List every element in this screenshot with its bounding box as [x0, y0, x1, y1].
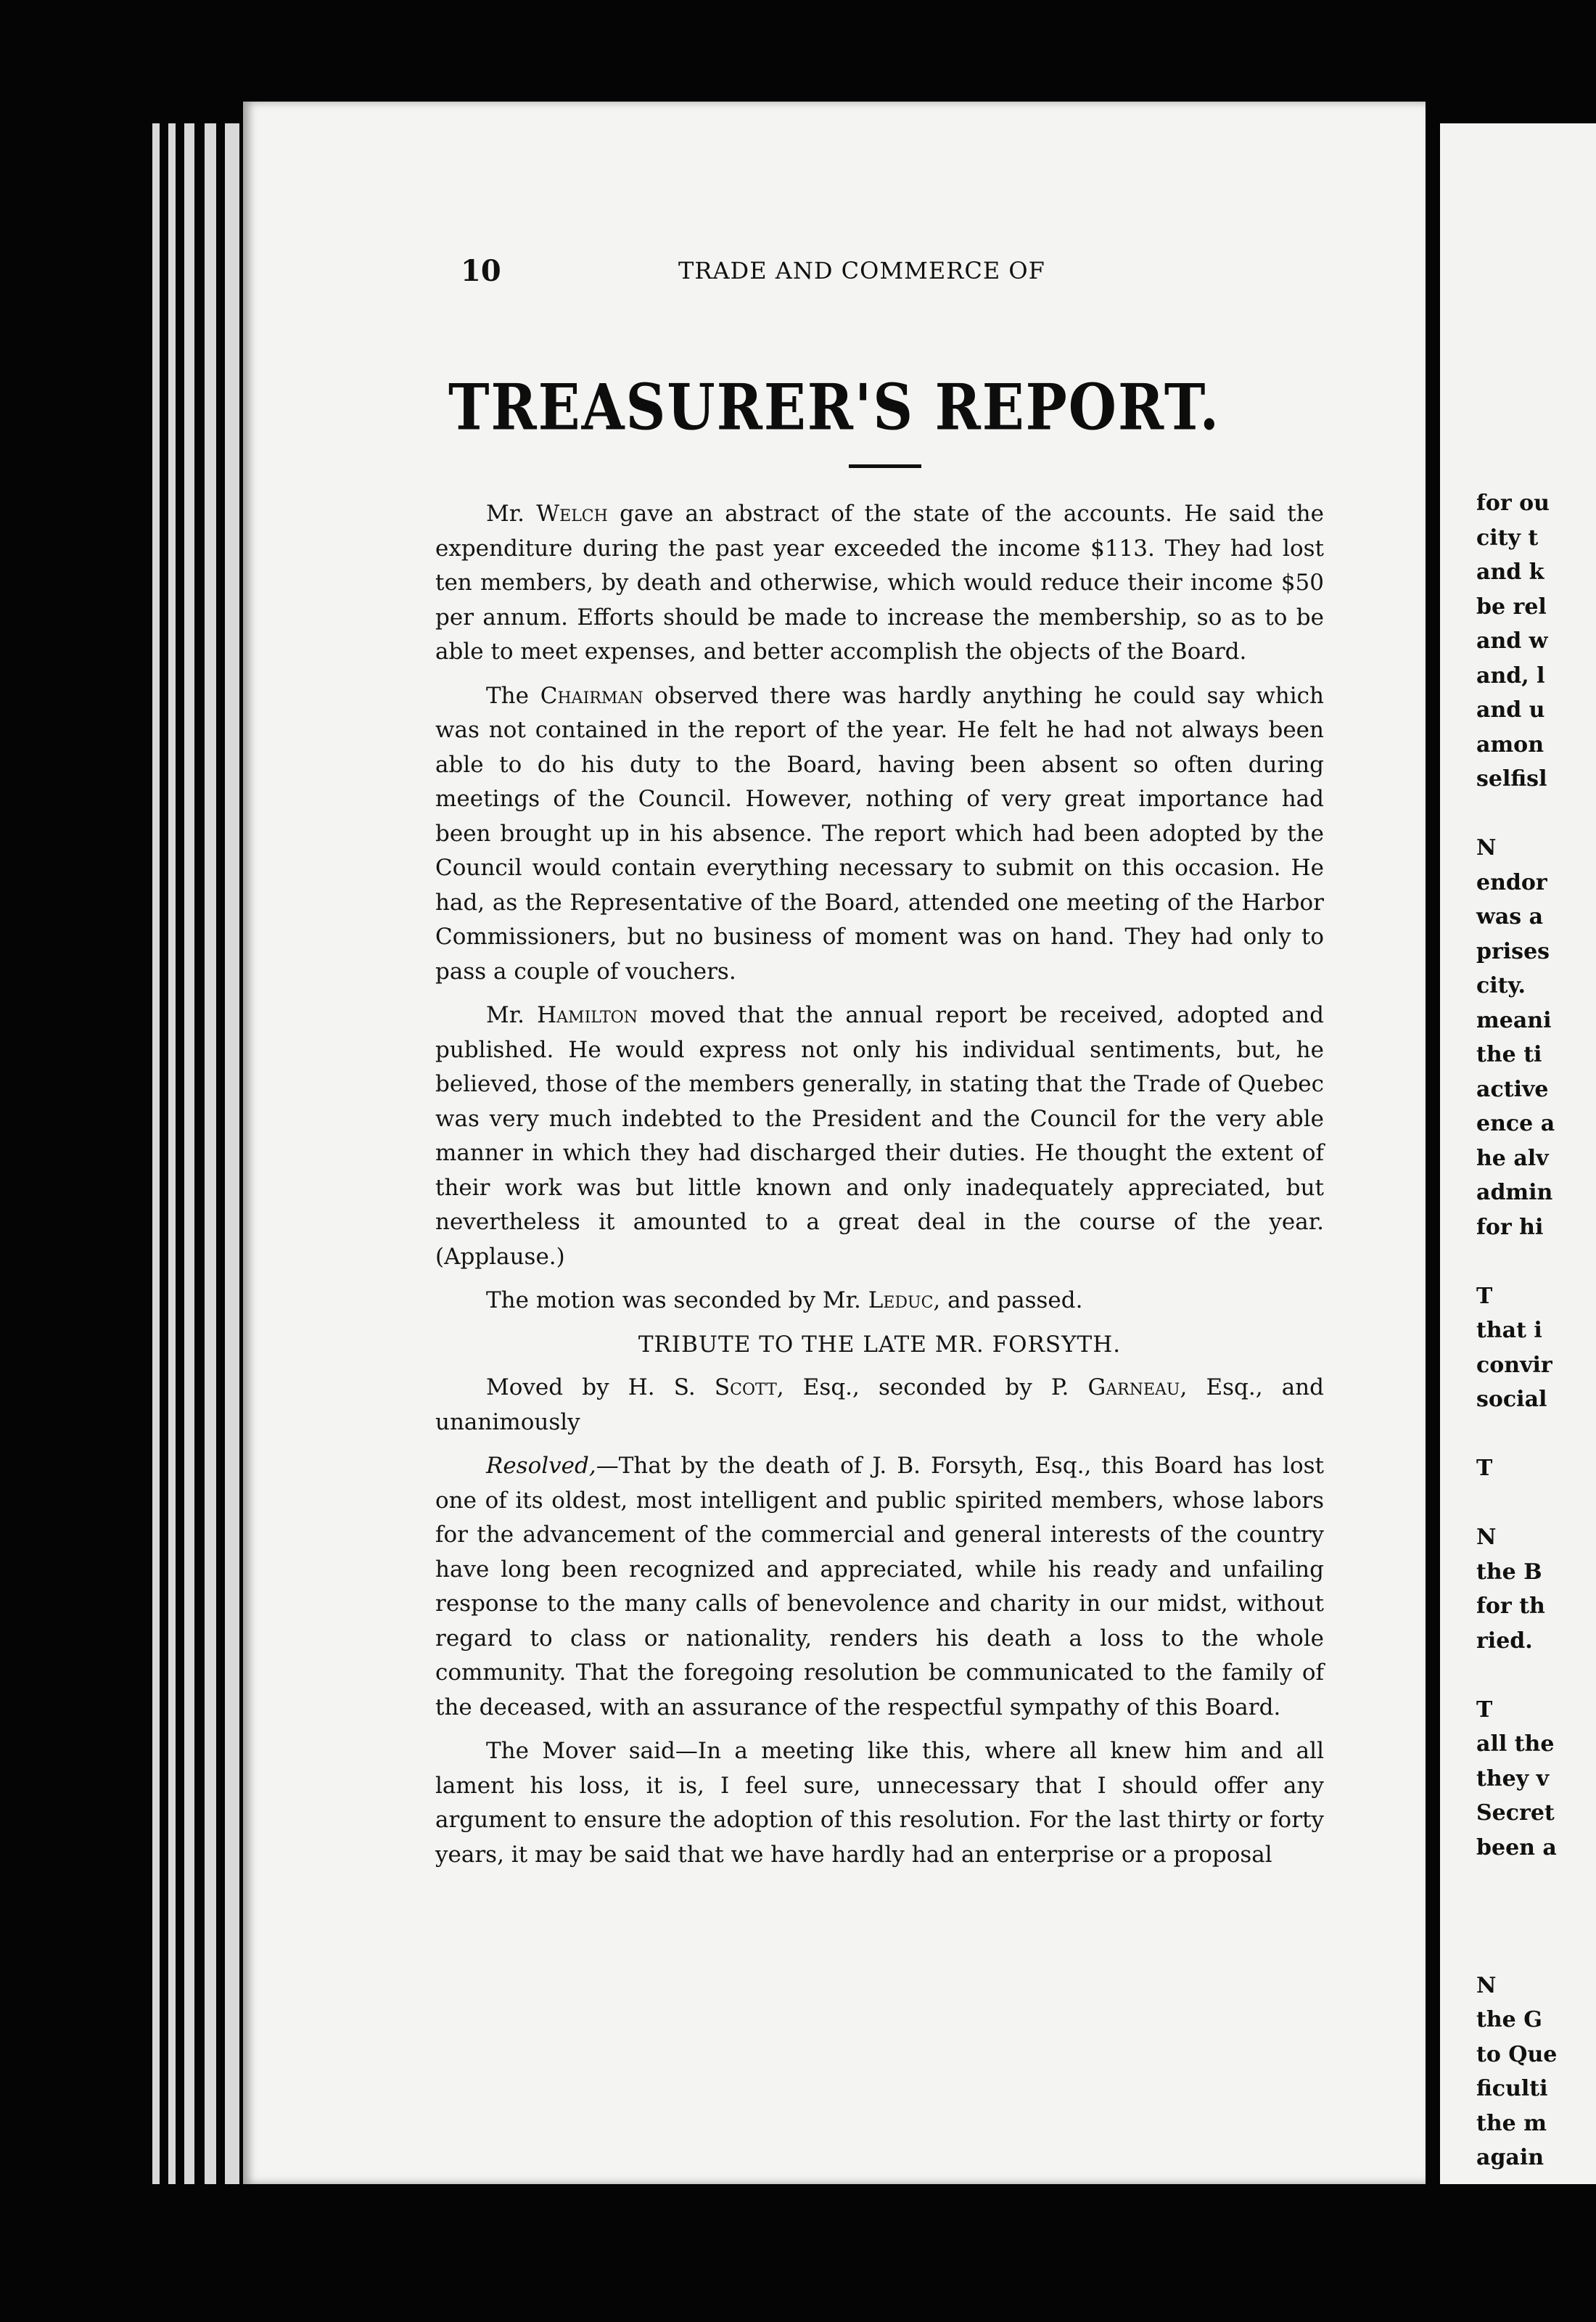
speaker-name: Hamilton	[537, 1002, 638, 1028]
right-page-line: be rel	[1476, 594, 1547, 620]
article-body	[435, 497, 1324, 1882]
right-page-line: city t	[1476, 525, 1539, 551]
right-page-line: been a	[1476, 1834, 1557, 1861]
right-page-line	[1476, 1417, 1596, 1452]
right-page-line: ence a	[1476, 1111, 1555, 1136]
right-page-line: N	[1476, 1525, 1497, 1550]
paragraph-treasurer: Mr. Welch gave an abstract of the state of the accounts. He said the expenditure during the past year exceeded the income $113. They had lost ten members, by death and otherwise, which would reduce their income $50 per annum. Efforts should be made to increase the membership, so as to be able to meet expenses, and better accomplish the objects of the Board.	[435, 501, 1324, 665]
right-page-line: that i	[1476, 1318, 1542, 1343]
right-page-line: admin	[1476, 1180, 1553, 1205]
right-page-line: for th	[1476, 1593, 1545, 1619]
right-page-line: again	[1476, 2145, 1544, 2170]
running-title: TRADE AND COMMERCE OF	[678, 257, 1045, 284]
right-page-line: T	[1476, 1697, 1493, 1723]
right-page-line: ficulti	[1476, 2076, 1548, 2101]
right-page-line: and, l	[1476, 662, 1545, 689]
right-page-line	[1476, 1244, 1596, 1279]
right-page-line: he alv	[1476, 1145, 1549, 1171]
right-page-line: for ou	[1476, 491, 1550, 516]
right-page-text	[1476, 486, 1596, 2175]
right-page-line: the B	[1476, 1559, 1542, 1585]
right-page-line: N	[1476, 835, 1497, 861]
right-page-line: for hi	[1476, 1214, 1544, 1240]
right-page-line: the ti	[1476, 1042, 1542, 1067]
right-page-line: and k	[1476, 559, 1544, 585]
right-page-line: prises	[1476, 938, 1550, 964]
right-page-line: convir	[1476, 1352, 1552, 1378]
right-page-line	[1476, 1865, 1596, 1900]
title-rule	[849, 464, 921, 468]
right-page-line	[1476, 1486, 1596, 1521]
right-page-line: T	[1476, 1456, 1493, 1481]
right-page-line	[1476, 1900, 1596, 1935]
speaker-name: Leduc	[868, 1287, 934, 1313]
page-edges	[152, 123, 247, 2184]
right-page-line: the G	[1476, 2007, 1542, 2032]
right-page-line: they v	[1476, 1765, 1550, 1792]
right-page-line: endor	[1476, 869, 1547, 895]
right-page-line: social	[1476, 1387, 1547, 1412]
right-page-line: and w	[1476, 628, 1548, 654]
paragraph-moved-by: Moved by H. S. Scott, Esq., seconded by P. Garneau, Esq., and unanimously	[435, 1374, 1324, 1435]
right-page-line: meani	[1476, 1007, 1552, 1033]
right-page-line	[1476, 797, 1596, 832]
paragraph-chairman: The Chairman observed there was hardly anything he could say which was not contained in the report of the year. He felt he had not always been able to do his duty to the Board, having been absent so often during meetings of the Council. However, nothing of very great importance had been brought up in his absence. The report which had been adopted by the Council would contain everything necessary to submit on this occasion. He had, as the Representative of the Board, attended one meeting of the Harbor Commissioners, but no business of moment was on hand. They had only to pass a couple of vouchers.	[435, 682, 1325, 985]
right-page-line	[1476, 1934, 1596, 1969]
right-page-line: to Que	[1476, 2041, 1558, 2067]
right-page-line: the m	[1476, 2110, 1547, 2136]
right-page-line: amon	[1476, 731, 1544, 758]
paragraph-seconded: The motion was seconded by Mr. Leduc, and passed.	[486, 1287, 1083, 1313]
right-page-line: all the	[1476, 1731, 1555, 1757]
right-page-line: active	[1476, 1076, 1549, 1102]
speaker-name: Chairman	[540, 682, 643, 709]
running-header	[461, 254, 1353, 290]
speaker-name: Welch	[536, 501, 608, 527]
right-page-line: Secret	[1476, 1800, 1555, 1826]
right-page-line: city.	[1476, 973, 1526, 998]
right-page-line: and u	[1476, 697, 1545, 723]
right-page-line: selfisl	[1476, 766, 1547, 792]
article-title: TREASURER'S REPORT.	[448, 370, 1221, 445]
page-number: 10	[461, 254, 501, 288]
paragraph-mover: The Mover said—In a meeting like this, where all knew him and all lament his loss, it is, I feel sure, unnecessary that I should offer any argument to ensure the adoption of this resolution. For the last thirty or forty years, it may be said that we have hardly had an enterprise or a proposal	[435, 1738, 1324, 1868]
right-page-line: N	[1476, 1972, 1497, 1998]
right-page-line: was a	[1476, 904, 1544, 930]
right-page-line: T	[1476, 1283, 1493, 1309]
left-page	[243, 102, 1426, 2184]
right-page-line: ried.	[1476, 1628, 1533, 1654]
right-page-line	[1476, 1658, 1596, 1693]
paragraph-hamilton: Mr. Hamilton moved that the annual report be received, adopted and published. He would express not only his individual sentiments, but, he believed, those of the members generally, in stating that the Trade of Quebec was very much indebted to the President and the Council for the very able manner in which they had discharged their duties. He thought the extent of their work was but little known and only inadequately appreciated, but nevertheless it amounted to a great deal in the course of the year. (Applause.)	[435, 1002, 1324, 1270]
paragraph-resolution: Resolved,—That by the death of J. B. Forsyth, Esq., this Board has lost one of its oldest, most intelligent and public spirited members, whose labors for the advancement of the commercial and general interests of the country have long been recognized and appreciated, while his ready and unfailing response to the many calls of benevolence and charity in our midst, without regard to class or nationality, renders his death a loss to the whole community. That the foregoing resolution be communicated to the family of the deceased, with an assurance of the respectful sympathy of this Board.	[435, 1453, 1324, 1720]
section-subheading: TRIBUTE TO THE LATE MR. FORSYTH.	[638, 1331, 1122, 1358]
right-page-fragment	[1440, 123, 1596, 2184]
